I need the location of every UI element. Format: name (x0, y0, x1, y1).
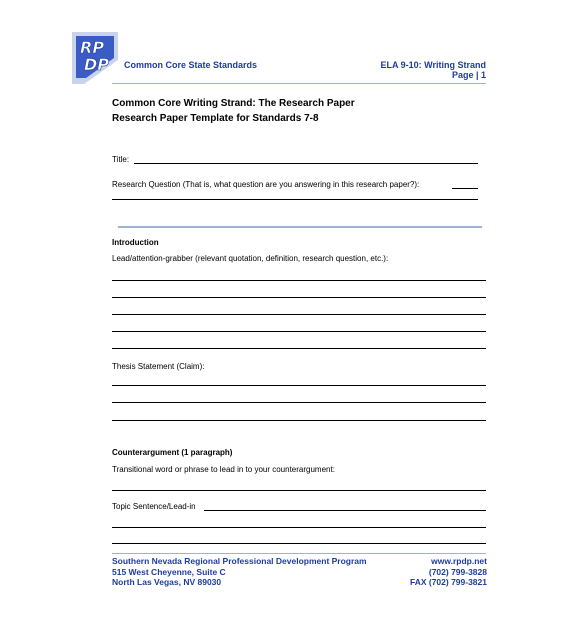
topic-sentence-line-2[interactable] (112, 527, 486, 528)
topic-sentence-line-1[interactable] (204, 510, 486, 511)
lead-line-4[interactable] (112, 331, 486, 332)
topic-sentence-label: Topic Sentence/Lead-in (112, 502, 196, 511)
research-question-line-2[interactable] (112, 199, 478, 200)
title-label: Title: (112, 155, 130, 164)
introduction-heading: Introduction (112, 238, 159, 247)
lead-line-2[interactable] (112, 297, 486, 298)
header-rule (112, 83, 486, 84)
footer-rule (112, 553, 486, 554)
rpdp-logo-icon (70, 28, 120, 86)
thesis-line-2[interactable] (112, 402, 486, 403)
doc-title-2: Research Paper Template for Standards 7-8 (112, 113, 319, 124)
svg-text:RP: RP (80, 38, 105, 57)
thesis-label: Thesis Statement (Claim): (112, 362, 205, 371)
lead-line-1[interactable] (112, 280, 486, 281)
footer-fax: FAX (702) 799-3821 (409, 577, 487, 587)
thesis-line-3[interactable] (112, 420, 486, 421)
counterargument-heading: Counterargument (1 paragraph) (112, 448, 233, 457)
lead-line-5[interactable] (112, 348, 486, 349)
title-input-line[interactable] (134, 163, 478, 164)
research-question-line-1[interactable] (452, 188, 478, 189)
footer-address-1: 515 West Cheyenne, Suite C (112, 567, 226, 577)
header-right-line1: ELA 9-10: Writing Strand (380, 60, 486, 70)
transition-label: Transitional word or phrase to lead in to your counterargument: (112, 465, 335, 474)
footer-org: Southern Nevada Regional Professional Development Program (112, 556, 367, 566)
footer-address-2: North Las Vegas, NV 89030 (112, 577, 222, 587)
topic-sentence-line-3[interactable] (112, 543, 486, 544)
lead-label: Lead/attention-grabber (relevant quotation, definition, research question, etc.): (112, 254, 389, 263)
doc-title-1: Common Core Writing Strand: The Research Paper (112, 98, 355, 109)
thesis-line-1[interactable] (112, 385, 486, 386)
footer-website[interactable]: www.rpdp.net (431, 556, 487, 566)
lead-line-3[interactable] (112, 314, 486, 315)
rpdp-logo (70, 28, 120, 86)
transition-line[interactable] (112, 490, 486, 491)
footer-phone: (702) 799-3828 (428, 567, 487, 577)
page-number: Page | 1 (451, 70, 486, 80)
svg-text:DP: DP (84, 55, 110, 74)
section-divider-1 (118, 226, 482, 228)
header-left: Common Core State Standards (124, 60, 258, 70)
research-question-label: Research Question (That is, what question are you answering in this research paper?): (112, 180, 420, 189)
